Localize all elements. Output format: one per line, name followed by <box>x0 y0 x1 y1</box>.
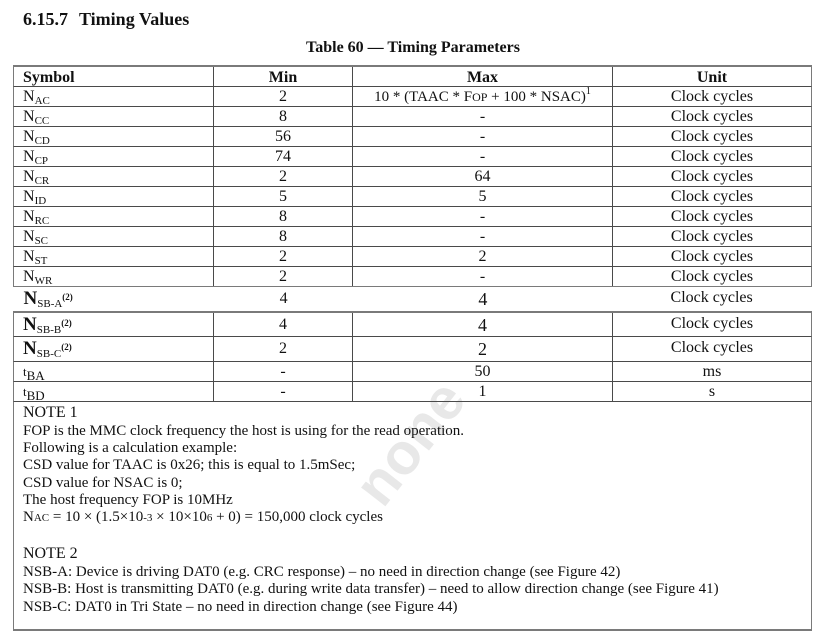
table-row <box>13 146 812 166</box>
unit-cell: Clock cycles <box>670 88 754 105</box>
watermark: none <box>341 368 479 518</box>
timing-parameters-table <box>13 65 812 631</box>
symbol-subscript: CD <box>34 135 50 147</box>
note1-equation <box>23 509 802 527</box>
unit-cell: Clock cycles <box>670 168 754 185</box>
symbol-main: N <box>23 338 37 359</box>
table-row <box>13 206 812 226</box>
note1-line: The host frequency FOP is 10MHz <box>23 491 233 508</box>
symbol-cell <box>14 87 214 106</box>
symbol-subscript: RC <box>34 215 50 227</box>
max-cell: 50 <box>353 362 613 381</box>
min-cell: 2 <box>214 267 353 286</box>
unit-cell: Clock cycles <box>670 228 754 245</box>
min-cell: 2 <box>214 167 353 186</box>
max-cell: - <box>353 267 613 286</box>
note2-line: NSB-C: DAT0 in Tri State – no need in direction change (see Figure 44) <box>23 598 458 615</box>
symbol-subscript: CR <box>34 175 50 187</box>
symbol-subscript: CC <box>34 115 50 127</box>
min-cell: - <box>214 382 353 401</box>
symbol-main: N <box>23 288 38 309</box>
table-row <box>13 226 812 246</box>
eq-ac: AC <box>33 512 50 525</box>
unit-cell: Clock cycles <box>670 148 754 165</box>
table-row <box>13 381 812 401</box>
max-cell: - <box>353 127 613 146</box>
symbol-main: N <box>23 248 35 265</box>
symbol-main: N <box>23 314 37 335</box>
note2-line: NSB-B: Host is transmitting DAT0 (e.g. during write data transfer) – need to allow direction change (see Figure 41) <box>23 581 719 598</box>
symbol-cell <box>14 167 214 186</box>
table-header-row <box>13 65 812 86</box>
symbol-subscript: SB-A <box>37 298 63 310</box>
note1-line: CSD value for NSAC is 0; <box>23 474 183 491</box>
symbol-cell <box>14 187 214 206</box>
symbol-cell <box>15 287 215 311</box>
footnote-ref: 1 <box>585 86 591 97</box>
unit-cell: Clock cycles <box>670 128 754 145</box>
max-cell: 64 <box>353 167 613 186</box>
min-cell: 74 <box>214 147 353 166</box>
symbol-main: N <box>23 108 35 125</box>
max-cell: 4 <box>353 313 613 336</box>
section-number: 6.15.7 <box>23 9 68 29</box>
note1-line: FOP is the MMC clock frequency the host is using for the read operation. <box>23 423 465 439</box>
max-formula-smallcaps: OP <box>472 90 488 104</box>
table-row <box>13 186 812 206</box>
symbol-main: N <box>23 188 35 205</box>
eq-exponent: 6 <box>206 512 213 525</box>
unit-cell: Clock cycles <box>670 315 754 332</box>
symbol-main: N <box>23 228 35 245</box>
note1-title: NOTE 1 <box>23 404 78 421</box>
symbol-main: N <box>23 148 35 165</box>
table-row <box>13 246 812 266</box>
unit-cell: Clock cycles <box>670 208 754 225</box>
table-row <box>13 166 812 186</box>
min-cell: 8 <box>214 227 353 246</box>
symbol-main: N <box>23 268 35 285</box>
symbol-cell <box>14 267 214 286</box>
eq-part: = 10 × (1.5×10 <box>49 509 144 526</box>
max-cell: 2 <box>353 337 613 361</box>
symbol-cell <box>14 247 214 266</box>
eq-exponent: -3 <box>143 512 153 525</box>
symbol-cell <box>14 313 214 336</box>
symbol-main: N <box>23 168 35 185</box>
max-cell: 1 <box>353 382 613 401</box>
symbol-subscript: BA <box>26 368 45 383</box>
note1-line: Following is a calculation example: <box>23 440 238 457</box>
table-row <box>13 86 812 106</box>
note2-line: NSB-A: Device is driving DAT0 (e.g. CRC response) – no need in direction change (see Figure 42) <box>23 564 621 581</box>
table-notes <box>13 401 812 631</box>
symbol-cell <box>14 362 214 381</box>
min-cell: 2 <box>214 247 353 266</box>
min-cell: 4 <box>279 290 288 307</box>
unit-cell: ms <box>702 363 722 380</box>
symbol-cell <box>14 227 214 246</box>
symbol-cell <box>14 207 214 226</box>
table-row <box>13 106 812 126</box>
symbol-main: t <box>23 364 27 379</box>
header-symbol: Symbol <box>14 67 214 86</box>
unit-cell: Clock cycles <box>670 339 754 356</box>
eq-part: + 0) = 150,000 clock cycles <box>212 509 383 526</box>
max-cell <box>353 87 613 106</box>
min-cell: 8 <box>214 107 353 126</box>
unit-cell: s <box>708 383 716 400</box>
table-row <box>13 361 812 381</box>
min-cell: 2 <box>214 87 353 106</box>
note1-line: CSD value for TAAC is 0x26; this is equal to 1.5mSec; <box>23 457 356 474</box>
symbol-main: N <box>23 88 35 105</box>
footnote-ref: (2) <box>61 318 72 328</box>
section-heading <box>23 8 189 30</box>
table-row <box>13 266 812 286</box>
table-row <box>13 126 812 146</box>
table-row <box>13 286 812 311</box>
max-cell: - <box>353 207 613 226</box>
table-caption: Table 60 — Timing Parameters <box>306 39 520 56</box>
max-formula-pre: 10 * (TAAC * F <box>374 89 473 105</box>
max-cell: 5 <box>353 187 613 206</box>
min-cell: 2 <box>214 337 353 361</box>
symbol-subscript: BD <box>26 388 45 403</box>
unit-cell: Clock cycles <box>670 268 754 285</box>
note-spacer <box>23 527 802 544</box>
unit-cell: Clock cycles <box>670 289 753 306</box>
symbol-cell <box>14 382 214 401</box>
table-row <box>13 311 812 336</box>
min-cell: 8 <box>214 207 353 226</box>
unit-cell: Clock cycles <box>670 188 754 205</box>
header-unit: Unit <box>696 69 728 86</box>
symbol-cell <box>14 107 214 126</box>
symbol-subscript: WR <box>34 275 53 287</box>
eq-n: N <box>23 509 34 526</box>
max-cell: - <box>353 147 613 166</box>
header-max: Max <box>353 67 613 86</box>
max-cell: 2 <box>353 247 613 266</box>
symbol-cell <box>14 147 214 166</box>
unit-cell: Clock cycles <box>670 248 754 265</box>
section-title: Timing Values <box>79 9 190 29</box>
symbol-subscript: ID <box>34 195 47 207</box>
min-cell: 4 <box>214 313 353 336</box>
symbol-cell <box>14 127 214 146</box>
symbol-subscript: SC <box>34 235 49 247</box>
footnote-ref: (2) <box>62 292 73 302</box>
symbol-subscript: ST <box>34 255 48 267</box>
min-cell: 5 <box>214 187 353 206</box>
header-min: Min <box>214 67 353 86</box>
max-cell: 4 <box>478 289 488 309</box>
min-cell: 56 <box>214 127 353 146</box>
table-row <box>13 336 812 361</box>
symbol-main: N <box>23 128 35 145</box>
symbol-subscript: CP <box>34 155 49 167</box>
symbol-subscript: SB-B <box>36 324 62 336</box>
max-formula-post: + 100 * NSAC) <box>487 89 586 105</box>
footnote-ref: (2) <box>61 342 72 352</box>
symbol-subscript: SB-C <box>36 348 62 360</box>
symbol-main: N <box>23 208 35 225</box>
note2-title: NOTE 2 <box>23 545 78 563</box>
min-cell: - <box>214 362 353 381</box>
symbol-cell <box>14 337 214 361</box>
max-cell: - <box>353 107 613 126</box>
symbol-main: t <box>23 384 27 399</box>
symbol-subscript: AC <box>34 95 50 107</box>
eq-part: × 10×10 <box>152 509 207 526</box>
max-cell: - <box>353 227 613 246</box>
unit-cell: Clock cycles <box>670 108 754 125</box>
